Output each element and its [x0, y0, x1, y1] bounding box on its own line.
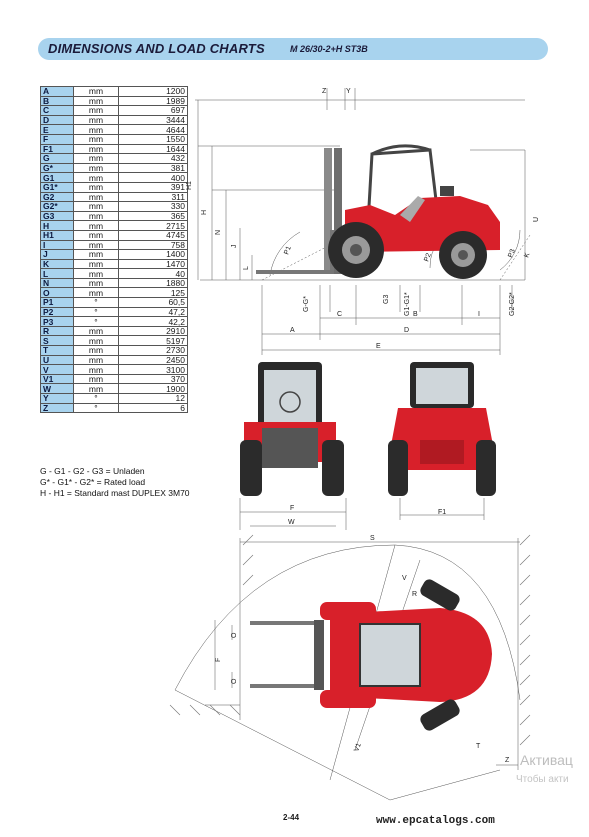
- dimension-unit: mm: [74, 202, 119, 212]
- label-P1: P1: [283, 245, 293, 256]
- label-H: H: [201, 209, 208, 215]
- dimension-code: E: [41, 125, 74, 135]
- dimension-unit: mm: [74, 154, 119, 164]
- dimension-value: 3100: [119, 365, 188, 375]
- legend-line: G - G1 - G2 - G3 = Unladen: [40, 466, 145, 476]
- dimension-unit: °: [74, 317, 119, 327]
- front-view: [240, 362, 344, 496]
- dimension-unit: mm: [74, 134, 119, 144]
- dimension-value: 1470: [119, 259, 188, 269]
- label-N: N: [215, 229, 222, 235]
- dimension-code: P3: [41, 317, 74, 327]
- dimension-value: 311: [119, 192, 188, 202]
- dimension-unit: mm: [74, 182, 119, 192]
- dimension-value: 1550: [119, 134, 188, 144]
- dimension-code: T: [41, 346, 74, 356]
- dimension-code: L: [41, 269, 74, 279]
- bottom-dimension-labels: [290, 292, 516, 350]
- label-Z-plan: Z: [505, 757, 510, 764]
- dimension-code: S: [41, 336, 74, 346]
- dimension-unit: mm: [74, 115, 119, 125]
- dimension-unit: mm: [74, 163, 119, 173]
- label-I: I: [478, 311, 480, 318]
- label-D: D: [404, 327, 410, 334]
- dimension-value: 2715: [119, 221, 188, 231]
- label-F1: F1: [438, 509, 447, 516]
- label-H1: H1: [186, 181, 193, 190]
- dimension-unit: mm: [74, 144, 119, 154]
- dimension-code: P2: [41, 307, 74, 317]
- dimension-value: 2910: [119, 326, 188, 336]
- dimension-code: D: [41, 115, 74, 125]
- dimension-code: A: [41, 87, 74, 97]
- dimension-code: G1*: [41, 182, 74, 192]
- dimension-value: 40: [119, 269, 188, 279]
- label-O-bottom: O: [231, 678, 238, 684]
- label-Y: Y: [346, 88, 351, 95]
- label-P3: P3: [507, 248, 517, 259]
- model-code: M 26/30-2+H ST3B: [290, 44, 368, 54]
- dimension-value: 6: [119, 403, 188, 413]
- page-number: 2-44: [283, 813, 300, 822]
- dimension-unit: mm: [74, 269, 119, 279]
- dimension-code: P1: [41, 298, 74, 308]
- label-Z: Z: [322, 88, 327, 95]
- dimension-value: 1989: [119, 96, 188, 106]
- dimension-value: 12: [119, 394, 188, 404]
- dimension-code: H1: [41, 230, 74, 240]
- dimension-code: F1: [41, 144, 74, 154]
- dimension-code: F: [41, 134, 74, 144]
- front-rear-labels: [288, 505, 446, 526]
- label-T: T: [476, 743, 481, 750]
- dimension-value: 1400: [119, 250, 188, 260]
- dimension-value: 365: [119, 211, 188, 221]
- dimension-unit: mm: [74, 374, 119, 384]
- dimension-value: 1880: [119, 278, 188, 288]
- site-link[interactable]: www.epcatalogs.com: [376, 815, 495, 827]
- dimension-code: I: [41, 240, 74, 250]
- dimension-code: G3: [41, 211, 74, 221]
- dimension-value: 330: [119, 202, 188, 212]
- dimension-code: B: [41, 96, 74, 106]
- dimension-value: 4745: [119, 230, 188, 240]
- dimension-value: 1644: [119, 144, 188, 154]
- dimension-code: V1: [41, 374, 74, 384]
- dimension-code: O: [41, 288, 74, 298]
- dimension-code: G2: [41, 192, 74, 202]
- machine-plan-illustration: [250, 577, 492, 733]
- dimension-unit: °: [74, 307, 119, 317]
- label-G1-G1star: G1-G1*: [404, 292, 411, 316]
- dimension-unit: mm: [74, 87, 119, 97]
- dimension-code: G*: [41, 163, 74, 173]
- dimension-value: 2450: [119, 355, 188, 365]
- label-A: A: [290, 327, 295, 334]
- dimension-code: C: [41, 106, 74, 116]
- dimension-unit: mm: [74, 106, 119, 116]
- dimension-unit: mm: [74, 336, 119, 346]
- dimension-value: 432: [119, 154, 188, 164]
- dimension-code: Y: [41, 394, 74, 404]
- dimension-code: G2*: [41, 202, 74, 212]
- dimension-code: G1: [41, 173, 74, 183]
- label-J: J: [231, 244, 238, 248]
- dimension-value: 758: [119, 240, 188, 250]
- dimension-value: 4644: [119, 125, 188, 135]
- dimension-code: V: [41, 365, 74, 375]
- dimension-code: U: [41, 355, 74, 365]
- label-O-top: O: [231, 632, 238, 638]
- dimension-unit: mm: [74, 288, 119, 298]
- dimension-code: K: [41, 259, 74, 269]
- dimension-value: 1200: [119, 87, 188, 97]
- dimension-value: 5197: [119, 336, 188, 346]
- label-V: V: [402, 575, 407, 582]
- dimension-value: 697: [119, 106, 188, 116]
- label-G-Gstar: G-G*: [303, 296, 310, 312]
- dimension-unit: mm: [74, 125, 119, 135]
- dimension-unit: mm: [74, 259, 119, 269]
- label-W: W: [288, 519, 295, 526]
- watermark-text: Активац: [520, 752, 573, 768]
- section-title: DIMENSIONS AND LOAD CHARTS: [48, 41, 265, 56]
- dimension-unit: mm: [74, 211, 119, 221]
- label-F: F: [290, 505, 295, 512]
- dimension-value: 47,2: [119, 307, 188, 317]
- dimension-unit: mm: [74, 278, 119, 288]
- machine-side-illustration: [256, 146, 500, 279]
- dimension-code: H: [41, 221, 74, 231]
- dimension-value: 60,5: [119, 298, 188, 308]
- dimension-unit: mm: [74, 230, 119, 240]
- dimension-code: W: [41, 384, 74, 394]
- dimension-unit: mm: [74, 250, 119, 260]
- dimension-unit: mm: [74, 365, 119, 375]
- label-U: U: [533, 216, 540, 222]
- dimension-unit: mm: [74, 326, 119, 336]
- dimension-value: 2730: [119, 346, 188, 356]
- dimension-unit: °: [74, 394, 119, 404]
- dimension-value: 391: [119, 182, 188, 192]
- label-G2-G2star: G2-G2*: [509, 292, 516, 316]
- dimension-unit: mm: [74, 384, 119, 394]
- dimension-value: 370: [119, 374, 188, 384]
- dimension-value: 400: [119, 173, 188, 183]
- dimension-code: G: [41, 154, 74, 164]
- dimension-unit: mm: [74, 240, 119, 250]
- label-V1: V1: [353, 742, 363, 753]
- legend-line: G* - G1* - G2* = Rated load: [40, 477, 146, 487]
- dimension-unit: °: [74, 403, 119, 413]
- dimension-unit: mm: [74, 173, 119, 183]
- dimension-code: J: [41, 250, 74, 260]
- label-C: C: [337, 311, 343, 318]
- dimension-code: Z: [41, 403, 74, 413]
- label-L: L: [243, 266, 250, 270]
- label-B: B: [413, 311, 418, 318]
- rear-view: [388, 362, 496, 496]
- label-G3: G3: [383, 294, 390, 304]
- dimension-code: R: [41, 326, 74, 336]
- dimension-code: N: [41, 278, 74, 288]
- dimension-unit: mm: [74, 355, 119, 365]
- watermark-text-2: Чтобы акти: [516, 774, 569, 785]
- dimension-unit: mm: [74, 192, 119, 202]
- label-P2: P2: [423, 252, 433, 263]
- label-E: E: [376, 343, 381, 350]
- dimension-value: 1900: [119, 384, 188, 394]
- dimension-unit: °: [74, 298, 119, 308]
- label-F-plan: F: [215, 657, 222, 662]
- dimension-unit: mm: [74, 346, 119, 356]
- label-R: R: [412, 591, 418, 598]
- label-K: K: [523, 251, 532, 259]
- legend-line: H - H1 = Standard mast DUPLEX 3M70: [40, 488, 190, 498]
- dimension-value: 3444: [119, 115, 188, 125]
- front-rear-dims: [240, 498, 484, 530]
- dimension-value: 381: [119, 163, 188, 173]
- dimension-value: 125: [119, 288, 188, 298]
- dimension-unit: mm: [74, 221, 119, 231]
- dimension-value: 42,2: [119, 317, 188, 327]
- label-S: S: [370, 535, 375, 542]
- dimension-unit: mm: [74, 96, 119, 106]
